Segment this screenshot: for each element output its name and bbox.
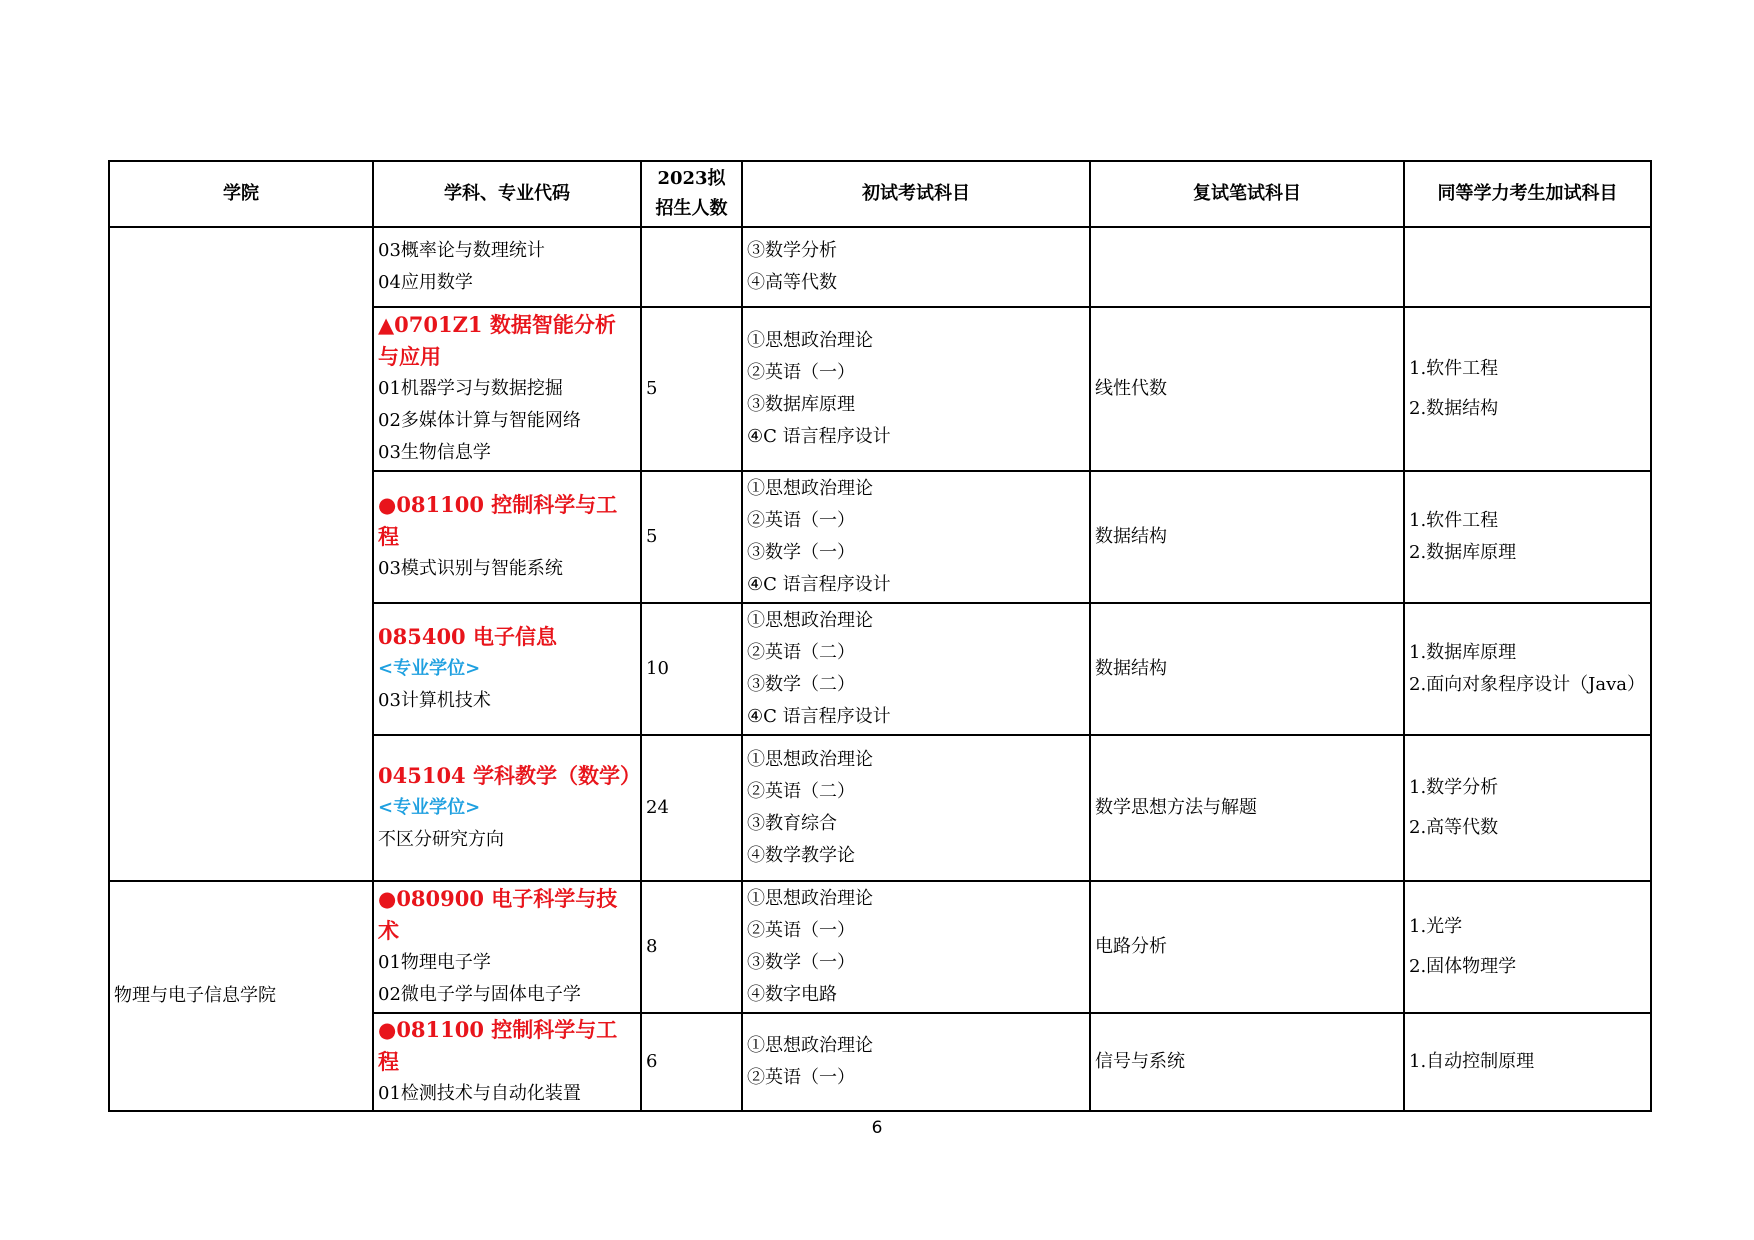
header-major-code: 学科、专业代码 — [373, 161, 641, 227]
initial-subject: ②英语（一） — [747, 920, 855, 941]
extra-subject: 1.数学分析 — [1409, 777, 1499, 798]
retest-exam-cell: 数学思想方法与解题 — [1090, 735, 1404, 881]
extra-subject: 1.软件工程 — [1409, 510, 1499, 531]
initial-subject: ③数学分析 — [747, 240, 837, 261]
retest-exam-cell: 数据结构 — [1090, 603, 1404, 735]
major-cell — [373, 1013, 641, 1111]
initial-subject: ③数学（二） — [747, 674, 855, 695]
initial-exam-cell — [742, 881, 1090, 1013]
major-cell — [373, 735, 641, 881]
initial-subject: ①思想政治理论 — [747, 610, 873, 631]
extra-subject: 1.数据库原理 — [1409, 642, 1517, 663]
direction: 02微电子学与固体电子学 — [378, 984, 581, 1005]
degree-type: <专业学位> — [378, 658, 481, 679]
initial-exam-cell — [742, 471, 1090, 603]
initial-subject: ②英语（一） — [747, 510, 855, 531]
header-quota-line1: 2023拟 — [657, 168, 726, 189]
initial-subject: ④数学教学论 — [747, 845, 855, 866]
extra-subject: 1.光学 — [1409, 916, 1463, 937]
direction: 01机器学习与数据挖掘 — [378, 378, 563, 399]
major-code: 085400 电子信息 — [378, 624, 557, 649]
extra-exam-cell — [1404, 471, 1651, 603]
major-cell — [373, 471, 641, 603]
extra-subject: 2.固体物理学 — [1409, 956, 1517, 977]
extra-subject: 2.数据库原理 — [1409, 542, 1517, 563]
initial-subject: ②英语（二） — [747, 642, 855, 663]
extra-exam-cell — [1404, 603, 1651, 735]
extra-exam-cell — [1404, 307, 1651, 471]
extra-exam-cell — [1404, 735, 1651, 881]
initial-subject: ④高等代数 — [747, 272, 837, 293]
direction: 不区分研究方向 — [378, 829, 504, 850]
extra-exam-cell — [1404, 227, 1651, 307]
header-retest-exam: 复试笔试科目 — [1090, 161, 1404, 227]
major-code: ●081100 控制科学与工程 — [378, 1017, 618, 1074]
retest-exam-cell: 信号与系统 — [1090, 1013, 1404, 1111]
initial-exam-cell — [742, 1013, 1090, 1111]
major-code: 045104 学科教学（数学） — [378, 763, 641, 788]
extra-exam-cell — [1404, 881, 1651, 1013]
initial-exam-cell — [742, 603, 1090, 735]
table-row — [109, 881, 1651, 1013]
major-code: ▲0701Z1 数据智能分析与应用 — [378, 312, 616, 369]
direction: 01物理电子学 — [378, 952, 491, 973]
initial-subject: ①思想政治理论 — [747, 478, 873, 499]
major-code: ●080900 电子科学与技术 — [378, 886, 618, 943]
header-initial-exam: 初试考试科目 — [742, 161, 1090, 227]
retest-exam-cell: 数据结构 — [1090, 471, 1404, 603]
extra-subject: 1.软件工程 — [1409, 358, 1499, 379]
extra-subject: 2.面向对象程序设计（Java） — [1409, 674, 1646, 695]
direction: 03模式识别与智能系统 — [378, 558, 563, 579]
quota-cell: 5 — [641, 471, 742, 603]
initial-subject: ②英语（一） — [747, 362, 855, 383]
header-extra-exam: 同等学力考生加试科目 — [1404, 161, 1651, 227]
admissions-table — [108, 160, 1652, 1112]
initial-exam-cell — [742, 227, 1090, 307]
direction: 01检测技术与自动化装置 — [378, 1083, 581, 1104]
header-quota — [641, 161, 742, 227]
college-cell — [109, 227, 373, 881]
quota-cell: 6 — [641, 1013, 742, 1111]
initial-subject: ①思想政治理论 — [747, 888, 873, 909]
major-cell — [373, 227, 641, 307]
direction: 02多媒体计算与智能网络 — [378, 410, 581, 431]
initial-subject: ④数字电路 — [747, 984, 837, 1005]
initial-exam-cell — [742, 735, 1090, 881]
quota-cell: 8 — [641, 881, 742, 1013]
initial-subject: ③数据库原理 — [747, 394, 855, 415]
initial-subject: ①思想政治理论 — [747, 749, 873, 770]
extra-exam-cell — [1404, 1013, 1651, 1111]
header-quota-line2: 招生人数 — [655, 198, 728, 219]
direction: 04应用数学 — [378, 272, 473, 293]
extra-subject: 1.自动控制原理 — [1409, 1051, 1535, 1072]
initial-exam-cell — [742, 307, 1090, 471]
page-number: 6 — [871, 1118, 883, 1138]
major-cell — [373, 603, 641, 735]
header-college: 学院 — [109, 161, 373, 227]
initial-subject: ①思想政治理论 — [747, 1035, 873, 1056]
extra-subject: 2.数据结构 — [1409, 398, 1499, 419]
initial-subject: ①思想政治理论 — [747, 330, 873, 351]
retest-exam-cell — [1090, 227, 1404, 307]
major-code: ●081100 控制科学与工程 — [378, 492, 618, 549]
retest-exam-cell: 线性代数 — [1090, 307, 1404, 471]
initial-subject: ④C 语言程序设计 — [747, 426, 891, 447]
retest-exam-cell: 电路分析 — [1090, 881, 1404, 1013]
direction: 03概率论与数理统计 — [378, 240, 545, 261]
initial-subject: ④C 语言程序设计 — [747, 706, 891, 727]
initial-subject: ③数学（一） — [747, 952, 855, 973]
initial-subject: ②英语（二） — [747, 781, 855, 802]
degree-type: <专业学位> — [378, 797, 481, 818]
initial-subject: ③数学（一） — [747, 542, 855, 563]
major-cell — [373, 881, 641, 1013]
initial-subject: ②英语（一） — [747, 1067, 855, 1088]
table-row — [109, 227, 1651, 307]
direction: 03生物信息学 — [378, 442, 491, 463]
quota-cell: 24 — [641, 735, 742, 881]
header-row — [109, 161, 1651, 227]
quota-cell: 10 — [641, 603, 742, 735]
quota-cell: 5 — [641, 307, 742, 471]
direction: 03计算机技术 — [378, 690, 491, 711]
initial-subject: ④C 语言程序设计 — [747, 574, 891, 595]
extra-subject: 2.高等代数 — [1409, 817, 1499, 838]
initial-subject: ③教育综合 — [747, 813, 837, 834]
major-cell — [373, 307, 641, 471]
college-cell: 物理与电子信息学院 — [109, 881, 373, 1111]
quota-cell — [641, 227, 742, 307]
